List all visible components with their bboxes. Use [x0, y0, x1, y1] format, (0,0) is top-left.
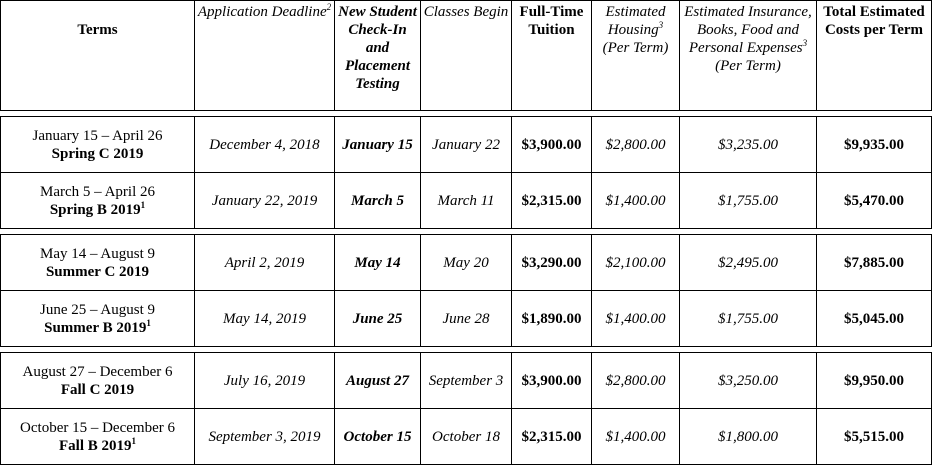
term-dates: June 25 – August 9	[39, 301, 155, 318]
checkin-cell: May 14	[335, 235, 421, 291]
term-name: Fall C 2019	[60, 381, 135, 398]
footnote-marker: 1	[131, 435, 136, 446]
housing-cell: $1,400.00	[592, 291, 680, 347]
insurance-cell: $1,800.00	[680, 409, 817, 465]
header-checkin: New Student Check-In and Placement Testing	[335, 1, 421, 111]
term-name: Spring C 2019	[51, 145, 144, 162]
table-row	[1, 353, 932, 409]
tuition-cell: $3,900.00	[512, 117, 592, 173]
term-name: Summer B 2019$^1$	[44, 317, 151, 336]
term-cell	[1, 353, 195, 409]
insurance-cell: $1,755.00	[680, 291, 817, 347]
header-terms: Terms	[1, 1, 195, 111]
footnote-marker: 3	[658, 20, 664, 30]
table-row	[1, 173, 932, 229]
total-cell: $9,950.00	[817, 353, 932, 409]
term-cell	[1, 291, 195, 347]
term-dates: October 15 – December 6	[20, 419, 175, 436]
tuition-cell: $3,290.00	[512, 235, 592, 291]
header-insurance: Estimated Insurance, Books, Food and Personal Expenses$^3$ (Per Term)	[680, 1, 817, 111]
table-header	[1, 1, 932, 111]
table-row	[1, 235, 932, 291]
term-cell	[1, 173, 195, 229]
total-cell: $7,885.00	[817, 235, 932, 291]
total-cell: $5,470.00	[817, 173, 932, 229]
housing-cell: $2,100.00	[592, 235, 680, 291]
term-dates: August 27 – December 6	[22, 363, 173, 380]
tuition-cell: $2,315.00	[512, 173, 592, 229]
tuition-cell: $2,315.00	[512, 409, 592, 465]
term-name: Spring B 2019$^1$	[49, 199, 146, 218]
term-cell	[1, 409, 195, 465]
total-cell: $5,515.00	[817, 409, 932, 465]
footnote-marker: 2	[326, 2, 332, 12]
housing-cell: $1,400.00	[592, 409, 680, 465]
deadline-cell: September 3, 2019	[195, 409, 335, 465]
deadline-cell: December 4, 2018	[195, 117, 335, 173]
header-classes-begin: Classes Begin	[421, 1, 512, 111]
insurance-cell: $3,250.00	[680, 353, 817, 409]
insurance-cell: $2,495.00	[680, 235, 817, 291]
term-dates: May 14 – August 9	[39, 245, 155, 262]
classes-cell: June 28	[421, 291, 512, 347]
table-row	[1, 291, 932, 347]
footnote-marker: 1	[146, 317, 151, 328]
deadline-cell: July 16, 2019	[195, 353, 335, 409]
housing-cell: $2,800.00	[592, 353, 680, 409]
housing-cell: $1,400.00	[592, 173, 680, 229]
tuition-cell: $1,890.00	[512, 291, 592, 347]
classes-cell: March 11	[421, 173, 512, 229]
table-row	[1, 409, 932, 465]
term-cell	[1, 117, 195, 173]
term-name: Fall B 2019$^1$	[58, 435, 136, 454]
header-housing: Estimated Housing$^3$ (Per Term)	[592, 1, 680, 111]
classes-cell: January 22	[421, 117, 512, 173]
term-cell	[1, 235, 195, 291]
total-cell: $9,935.00	[817, 117, 932, 173]
checkin-cell: August 27	[335, 353, 421, 409]
term-dates: March 5 – April 26	[40, 183, 155, 200]
insurance-cell: $3,235.00	[680, 117, 817, 173]
footnote-marker: 1	[140, 199, 146, 210]
total-cell: $5,045.00	[817, 291, 932, 347]
header-total: Total Estimated Costs per Term	[817, 1, 932, 111]
term-name: Summer C 2019	[45, 263, 150, 280]
table-row	[1, 117, 932, 173]
checkin-cell: March 5	[335, 173, 421, 229]
deadline-cell: January 22, 2019	[195, 173, 335, 229]
header-application-deadline: Application Deadline$^2$	[195, 1, 335, 111]
header-tuition: Full-Time Tuition	[512, 1, 592, 111]
classes-cell: October 18	[421, 409, 512, 465]
term-dates: January 15 – April 26	[32, 127, 163, 144]
classes-cell: May 20	[421, 235, 512, 291]
checkin-cell: October 15	[335, 409, 421, 465]
checkin-cell: January 15	[335, 117, 421, 173]
tuition-cell: $3,900.00	[512, 353, 592, 409]
classes-cell: September 3	[421, 353, 512, 409]
footnote-marker: 3	[802, 38, 808, 48]
table-body	[1, 111, 932, 465]
deadline-cell: April 2, 2019	[195, 235, 335, 291]
insurance-cell: $1,755.00	[680, 173, 817, 229]
deadline-cell: May 14, 2019	[195, 291, 335, 347]
housing-cell: $2,800.00	[592, 117, 680, 173]
checkin-cell: June 25	[335, 291, 421, 347]
